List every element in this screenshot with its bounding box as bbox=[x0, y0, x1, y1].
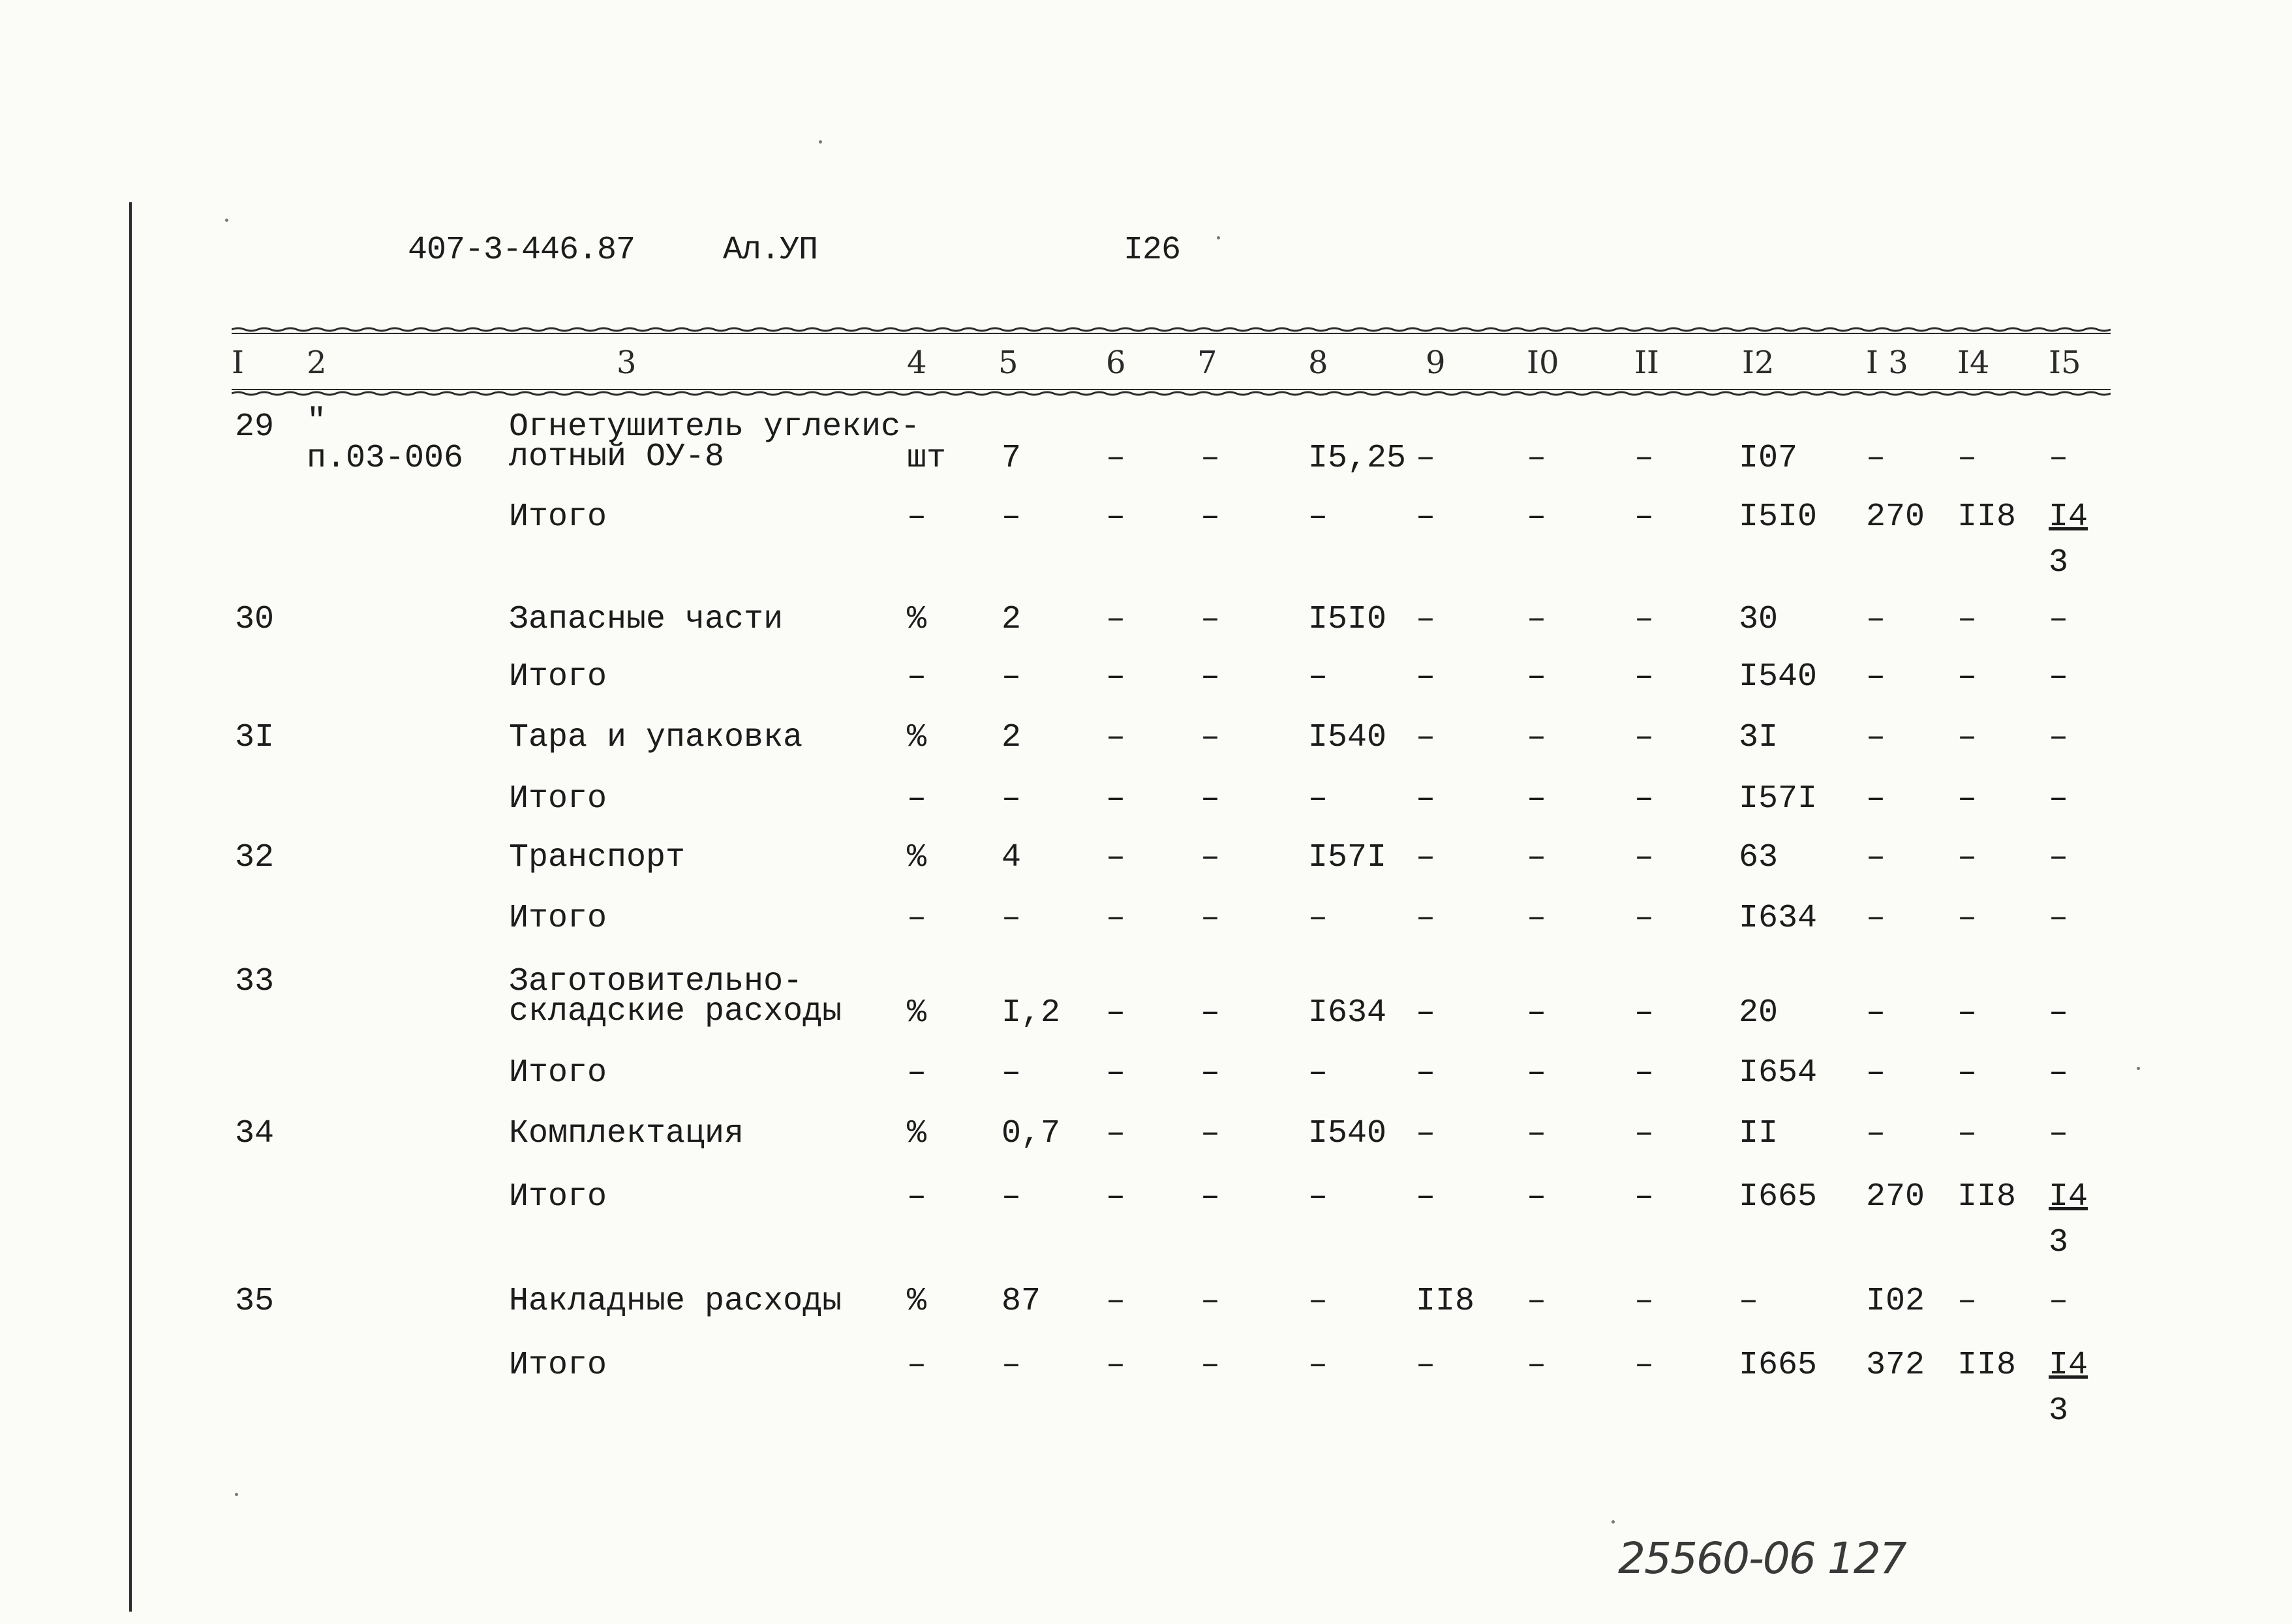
cell-col-c14: II8 bbox=[1957, 1347, 2017, 1384]
cell-col-c11: – bbox=[1634, 1347, 1655, 1384]
column-header-14: I4 bbox=[1957, 345, 1990, 381]
cell-col-c6: – bbox=[1106, 1115, 1126, 1152]
cell-col-c12: – bbox=[1739, 1283, 1759, 1320]
column-header-10: I0 bbox=[1527, 345, 1559, 381]
cell-col-c15-denominator: 3 bbox=[2049, 1392, 2069, 1430]
cell-col-c6: – bbox=[1106, 498, 1126, 536]
cell-col-c8: I5,25 bbox=[1308, 440, 1407, 477]
cell-col-c5: – bbox=[1001, 780, 1022, 818]
page-number: I26 bbox=[1123, 232, 1181, 269]
cell-col-c12: I540 bbox=[1739, 658, 1818, 696]
cell-col-c13: – bbox=[1866, 1054, 1886, 1092]
cell-col-c11: – bbox=[1634, 440, 1655, 477]
cell-col-c11: – bbox=[1634, 1283, 1655, 1320]
row-number: 33 bbox=[235, 963, 275, 1000]
cell-col-c13: 270 bbox=[1866, 498, 1925, 536]
cell-col-c10: – bbox=[1527, 1054, 1547, 1092]
row-number: 30 bbox=[235, 601, 275, 638]
row-reference: п.03-006 bbox=[307, 440, 464, 477]
cell-col-c9: – bbox=[1416, 658, 1436, 696]
binding-line bbox=[129, 202, 132, 1612]
cell-col-c13: – bbox=[1866, 994, 1886, 1032]
column-header-1: I bbox=[232, 345, 244, 381]
cell-col-c9: – bbox=[1416, 719, 1436, 756]
subtotal-label: Итого bbox=[509, 900, 607, 937]
cell-col-c7: – bbox=[1200, 658, 1221, 696]
cell-col-c11: – bbox=[1634, 994, 1655, 1032]
cell-col-c5: 0,7 bbox=[1001, 1115, 1061, 1152]
cell-col-c14: II8 bbox=[1957, 498, 2017, 536]
cell-col-c14: – bbox=[1957, 1054, 1978, 1092]
item-name-cont: лотный ОУ-8 bbox=[509, 438, 725, 476]
cell-col-c14: II8 bbox=[1957, 1178, 2017, 1216]
cell-col-c7: – bbox=[1200, 498, 1221, 536]
cell-col-c12: II bbox=[1739, 1115, 1779, 1152]
cell-col-c10: – bbox=[1527, 780, 1547, 818]
item-name-cont: складские расходы bbox=[509, 993, 842, 1030]
column-header-13: I 3 bbox=[1866, 345, 1908, 381]
album-label: Ал.УП bbox=[723, 232, 818, 269]
scan-speck bbox=[819, 140, 822, 144]
cell-col-c14: – bbox=[1957, 994, 1978, 1032]
cell-col-c8: – bbox=[1308, 780, 1328, 818]
item-name: Заготовительно- bbox=[509, 963, 803, 1000]
cell-col-unit: % bbox=[907, 1115, 927, 1152]
cell-col-c9: – bbox=[1416, 839, 1436, 876]
cell-col-c15: – bbox=[2049, 900, 2069, 937]
cell-col-c12: I57I bbox=[1739, 780, 1818, 818]
cell-col-c13: I02 bbox=[1866, 1283, 1925, 1320]
cell-col-c5: – bbox=[1001, 1054, 1022, 1092]
cell-col-c7: – bbox=[1200, 900, 1221, 937]
cell-col-c5: I,2 bbox=[1001, 994, 1061, 1032]
column-header-9: 9 bbox=[1426, 345, 1446, 381]
cell-col-c5: 2 bbox=[1001, 601, 1022, 638]
cell-col-c5: 7 bbox=[1001, 440, 1022, 477]
cell-col-c15: I4 bbox=[2049, 498, 2088, 536]
cell-col-c9: – bbox=[1416, 994, 1436, 1032]
column-header-12: I2 bbox=[1742, 345, 1775, 381]
cell-col-c13: – bbox=[1866, 719, 1886, 756]
cell-col-c14: – bbox=[1957, 1283, 1978, 1320]
cell-col-c9: – bbox=[1416, 498, 1436, 536]
item-name: Накладные расходы bbox=[509, 1283, 842, 1320]
cell-col-c8: – bbox=[1308, 1347, 1328, 1384]
column-header-4: 4 bbox=[907, 345, 927, 381]
cell-col-c8: I540 bbox=[1308, 1115, 1387, 1152]
cell-col-c13: – bbox=[1866, 1115, 1886, 1152]
cell-col-unit: – bbox=[907, 900, 927, 937]
subtotal-label: Итого bbox=[509, 1347, 607, 1384]
cell-col-c9: – bbox=[1416, 1347, 1436, 1384]
cell-col-unit: % bbox=[907, 994, 927, 1032]
row-reference-mark: " bbox=[307, 403, 327, 440]
item-name: Запасные части bbox=[509, 601, 784, 638]
cell-col-c13: 270 bbox=[1866, 1178, 1925, 1216]
cell-col-unit: – bbox=[907, 1178, 927, 1216]
cell-col-c13: – bbox=[1866, 440, 1886, 477]
cell-col-c6: – bbox=[1106, 1178, 1126, 1216]
cell-col-c8: – bbox=[1308, 1283, 1328, 1320]
cell-col-c5: 87 bbox=[1001, 1283, 1041, 1320]
cell-col-c15: I4 bbox=[2049, 1178, 2088, 1216]
cell-col-c5: – bbox=[1001, 498, 1022, 536]
cell-col-c14: – bbox=[1957, 601, 1978, 638]
cell-col-c8: I540 bbox=[1308, 719, 1387, 756]
cell-col-c11: – bbox=[1634, 839, 1655, 876]
subtotal-label: Итого bbox=[509, 1178, 607, 1216]
cell-col-c6: – bbox=[1106, 1054, 1126, 1092]
cell-col-c10: – bbox=[1527, 1115, 1547, 1152]
cell-col-unit: % bbox=[907, 839, 927, 876]
cell-col-c8: – bbox=[1308, 498, 1328, 536]
cell-col-c12: 3I bbox=[1739, 719, 1779, 756]
cell-col-c6: – bbox=[1106, 601, 1126, 638]
cell-col-c13: – bbox=[1866, 658, 1886, 696]
cell-col-c5: 2 bbox=[1001, 719, 1022, 756]
cell-col-c10: – bbox=[1527, 658, 1547, 696]
row-number: 29 bbox=[235, 408, 275, 446]
cell-col-c12: I634 bbox=[1739, 900, 1818, 937]
cell-col-c5: – bbox=[1001, 1178, 1022, 1216]
cell-col-c12: I665 bbox=[1739, 1178, 1818, 1216]
cell-col-c9: – bbox=[1416, 900, 1436, 937]
cell-col-c12: I665 bbox=[1739, 1347, 1818, 1384]
cell-col-c10: – bbox=[1527, 839, 1547, 876]
cell-col-c5: – bbox=[1001, 1347, 1022, 1384]
cell-col-c6: – bbox=[1106, 900, 1126, 937]
column-header-5: 5 bbox=[998, 345, 1018, 381]
cell-col-unit: – bbox=[907, 1347, 927, 1384]
column-header-11: II bbox=[1634, 345, 1659, 381]
scan-speck bbox=[235, 1493, 238, 1496]
cell-col-c7: – bbox=[1200, 440, 1221, 477]
cell-col-c14: – bbox=[1957, 780, 1978, 818]
cell-col-c15: – bbox=[2049, 658, 2069, 696]
cell-col-c8: I5I0 bbox=[1308, 601, 1387, 638]
cell-col-c10: – bbox=[1527, 1347, 1547, 1384]
cell-col-c8: – bbox=[1308, 658, 1328, 696]
table-header-rule bbox=[232, 386, 2111, 397]
cell-col-c7: – bbox=[1200, 719, 1221, 756]
cell-col-c7: – bbox=[1200, 994, 1221, 1032]
cell-col-c5: – bbox=[1001, 900, 1022, 937]
cell-col-c6: – bbox=[1106, 719, 1126, 756]
cell-col-unit: – bbox=[907, 498, 927, 536]
cell-col-c9: – bbox=[1416, 440, 1436, 477]
cell-col-c7: – bbox=[1200, 1178, 1221, 1216]
cell-col-c10: – bbox=[1527, 1283, 1547, 1320]
cell-col-c14: – bbox=[1957, 440, 1978, 477]
cell-col-c11: – bbox=[1634, 1054, 1655, 1092]
cell-col-c12: I07 bbox=[1739, 440, 1798, 477]
cell-col-c9: – bbox=[1416, 1115, 1436, 1152]
cell-col-c9: II8 bbox=[1416, 1283, 1475, 1320]
cell-col-c15: – bbox=[2049, 994, 2069, 1032]
cell-col-c7: – bbox=[1200, 601, 1221, 638]
cell-col-c7: – bbox=[1200, 839, 1221, 876]
item-name: Огнетушитель углекис- bbox=[509, 408, 921, 446]
table-top-rule bbox=[232, 326, 2111, 337]
cell-col-unit: – bbox=[907, 658, 927, 696]
cell-col-c6: – bbox=[1106, 994, 1126, 1032]
cell-col-c6: – bbox=[1106, 1283, 1126, 1320]
cell-col-c13: – bbox=[1866, 900, 1886, 937]
item-name: Транспорт bbox=[509, 839, 686, 876]
cell-col-c13: – bbox=[1866, 601, 1886, 638]
cell-col-c11: – bbox=[1634, 780, 1655, 818]
item-name: Комплектация bbox=[509, 1115, 744, 1152]
handwritten-note: 25560-06 127 bbox=[1618, 1533, 1906, 1584]
cell-col-c9: – bbox=[1416, 1054, 1436, 1092]
subtotal-label: Итого bbox=[509, 498, 607, 536]
subtotal-label: Итого bbox=[509, 658, 607, 696]
cell-col-c8: – bbox=[1308, 1054, 1328, 1092]
cell-col-c6: – bbox=[1106, 1347, 1126, 1384]
cell-col-c14: – bbox=[1957, 719, 1978, 756]
cell-col-c10: – bbox=[1527, 719, 1547, 756]
cell-col-c7: – bbox=[1200, 1054, 1221, 1092]
cell-col-c15: – bbox=[2049, 719, 2069, 756]
cell-col-c12: 30 bbox=[1739, 601, 1779, 638]
cell-col-c7: – bbox=[1200, 1347, 1221, 1384]
cell-col-c12: I5I0 bbox=[1739, 498, 1818, 536]
cell-col-c11: – bbox=[1634, 498, 1655, 536]
doc-number: 407-3-446.87 bbox=[408, 232, 635, 269]
cell-col-c8: I57I bbox=[1308, 839, 1387, 876]
cell-col-c8: – bbox=[1308, 1178, 1328, 1216]
cell-col-c9: – bbox=[1416, 1178, 1436, 1216]
cell-col-c12: 20 bbox=[1739, 994, 1779, 1032]
cell-col-unit: – bbox=[907, 1054, 927, 1092]
cell-col-c6: – bbox=[1106, 440, 1126, 477]
cell-col-c14: – bbox=[1957, 839, 1978, 876]
cell-col-c11: – bbox=[1634, 1178, 1655, 1216]
cell-col-c15: – bbox=[2049, 440, 2069, 477]
cell-col-c5: – bbox=[1001, 658, 1022, 696]
cell-col-c15: – bbox=[2049, 1054, 2069, 1092]
cell-col-c15: – bbox=[2049, 1115, 2069, 1152]
cell-col-c6: – bbox=[1106, 658, 1126, 696]
cell-col-c15: – bbox=[2049, 601, 2069, 638]
item-name: Тара и упаковка bbox=[509, 719, 803, 756]
column-header-3: 3 bbox=[617, 345, 637, 381]
cell-col-c5: 4 bbox=[1001, 839, 1022, 876]
row-number: 32 bbox=[235, 839, 275, 876]
cell-col-c13: – bbox=[1866, 780, 1886, 818]
cell-col-c7: – bbox=[1200, 1283, 1221, 1320]
cell-col-c15: – bbox=[2049, 1283, 2069, 1320]
cell-col-unit: шт bbox=[907, 440, 947, 477]
cell-col-c11: – bbox=[1634, 900, 1655, 937]
cell-col-unit: – bbox=[907, 780, 927, 818]
cell-col-c15: – bbox=[2049, 839, 2069, 876]
column-header-2: 2 bbox=[307, 345, 327, 381]
cell-col-c10: – bbox=[1527, 498, 1547, 536]
cell-col-c7: – bbox=[1200, 780, 1221, 818]
cell-col-c12: I654 bbox=[1739, 1054, 1818, 1092]
cell-col-c14: – bbox=[1957, 1115, 1978, 1152]
cell-col-c11: – bbox=[1634, 1115, 1655, 1152]
scan-speck bbox=[1612, 1520, 1615, 1524]
row-number: 3I bbox=[235, 719, 275, 756]
cell-col-c15-denominator: 3 bbox=[2049, 1224, 2069, 1261]
cell-col-unit: % bbox=[907, 1283, 927, 1320]
row-number: 34 bbox=[235, 1115, 275, 1152]
cell-col-c14: – bbox=[1957, 900, 1978, 937]
cell-col-c8: I634 bbox=[1308, 994, 1387, 1032]
scan-speck bbox=[1217, 236, 1220, 239]
subtotal-label: Итого bbox=[509, 1054, 607, 1092]
cell-col-c10: – bbox=[1527, 440, 1547, 477]
scan-speck bbox=[2137, 1067, 2140, 1070]
cell-col-c15: I4 bbox=[2049, 1347, 2088, 1384]
cell-col-c13: 372 bbox=[1866, 1347, 1925, 1384]
cell-col-c6: – bbox=[1106, 780, 1126, 818]
cell-col-c11: – bbox=[1634, 601, 1655, 638]
cell-col-c10: – bbox=[1527, 900, 1547, 937]
cell-col-c10: – bbox=[1527, 1178, 1547, 1216]
cell-col-c15: – bbox=[2049, 780, 2069, 818]
cell-col-c11: – bbox=[1634, 719, 1655, 756]
cell-col-c13: – bbox=[1866, 839, 1886, 876]
cell-col-c11: – bbox=[1634, 658, 1655, 696]
cell-col-unit: % bbox=[907, 601, 927, 638]
cell-col-c15-denominator: 3 bbox=[2049, 544, 2069, 581]
cell-col-c6: – bbox=[1106, 839, 1126, 876]
row-number: 35 bbox=[235, 1283, 275, 1320]
cell-col-c7: – bbox=[1200, 1115, 1221, 1152]
scan-speck bbox=[225, 219, 228, 222]
cell-col-c14: – bbox=[1957, 658, 1978, 696]
cell-col-c10: – bbox=[1527, 601, 1547, 638]
cell-col-unit: % bbox=[907, 719, 927, 756]
cell-col-c12: 63 bbox=[1739, 839, 1779, 876]
subtotal-label: Итого bbox=[509, 780, 607, 818]
cell-col-c9: – bbox=[1416, 601, 1436, 638]
column-header-8: 8 bbox=[1308, 345, 1328, 381]
column-header-15: I5 bbox=[2049, 345, 2081, 381]
cell-col-c10: – bbox=[1527, 994, 1547, 1032]
cell-col-c8: – bbox=[1308, 900, 1328, 937]
column-header-6: 6 bbox=[1106, 345, 1126, 381]
cell-col-c9: – bbox=[1416, 780, 1436, 818]
column-header-7: 7 bbox=[1197, 345, 1217, 381]
